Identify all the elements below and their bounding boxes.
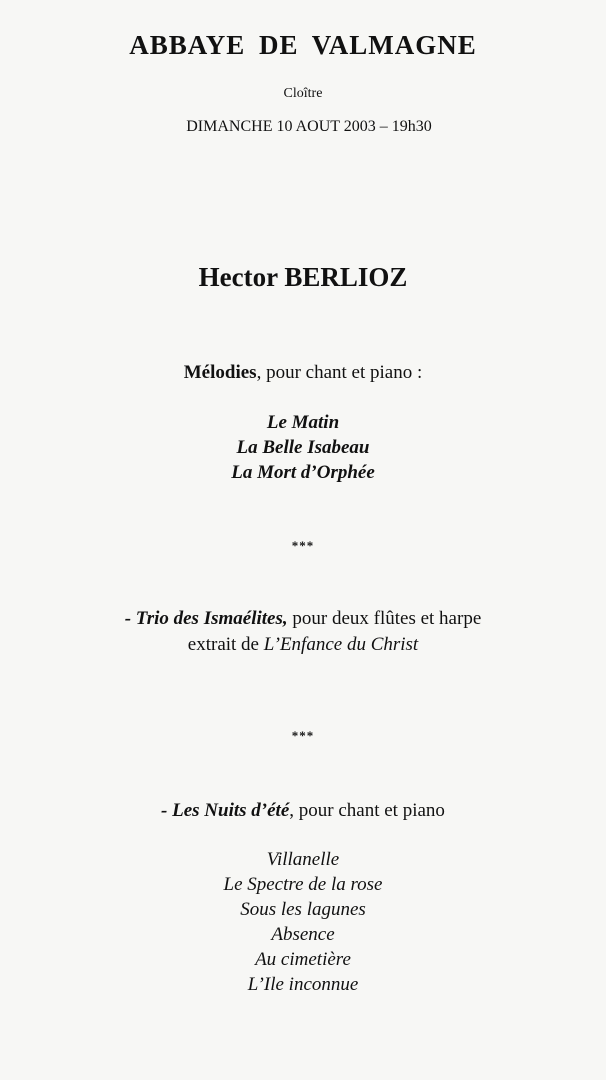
nuits-heading [0, 800, 606, 822]
song-item: Absence [271, 924, 335, 945]
song-item: L’Ile inconnue [247, 974, 359, 995]
trio-source [0, 634, 606, 656]
trio-source-prefix: extrait de [187, 634, 264, 655]
separator: *** [291, 538, 315, 553]
song-item: Au cimetière [255, 949, 351, 970]
song-item: Sous les lagunes [240, 899, 366, 920]
trio-title: Trio des Ismaélites, [135, 608, 288, 629]
concert-date: DIMANCHE 10 AOUT 2003 – 19h30 [186, 118, 432, 135]
composer-name: Hector BERLIOZ [198, 262, 408, 292]
nuits-description: , pour chant et piano [289, 800, 445, 821]
separator: *** [291, 728, 315, 743]
melodies-subtitle: , pour chant et piano : [256, 362, 423, 383]
nuits-title: Les Nuits d’été [172, 800, 290, 821]
trio-heading [0, 608, 606, 630]
nuits-prefix: - [161, 800, 173, 821]
melody-item: La Mort d’Orphée [231, 462, 375, 483]
melody-item: La Belle Isabeau [236, 437, 370, 458]
song-item: Villanelle [266, 849, 340, 870]
melodies-title: Mélodies [183, 362, 257, 383]
venue-place: Cloître [283, 86, 323, 101]
trio-source-work: L’Enfance du Christ [263, 634, 419, 655]
song-item: Le Spectre de la rose [223, 874, 383, 895]
melody-item: Le Matin [266, 412, 340, 433]
venue-title: ABBAYE DE VALMAGNE [129, 30, 477, 60]
melodies-heading [0, 362, 606, 384]
trio-description: pour deux flûtes et harpe [287, 608, 482, 629]
trio-prefix: - [124, 608, 136, 629]
